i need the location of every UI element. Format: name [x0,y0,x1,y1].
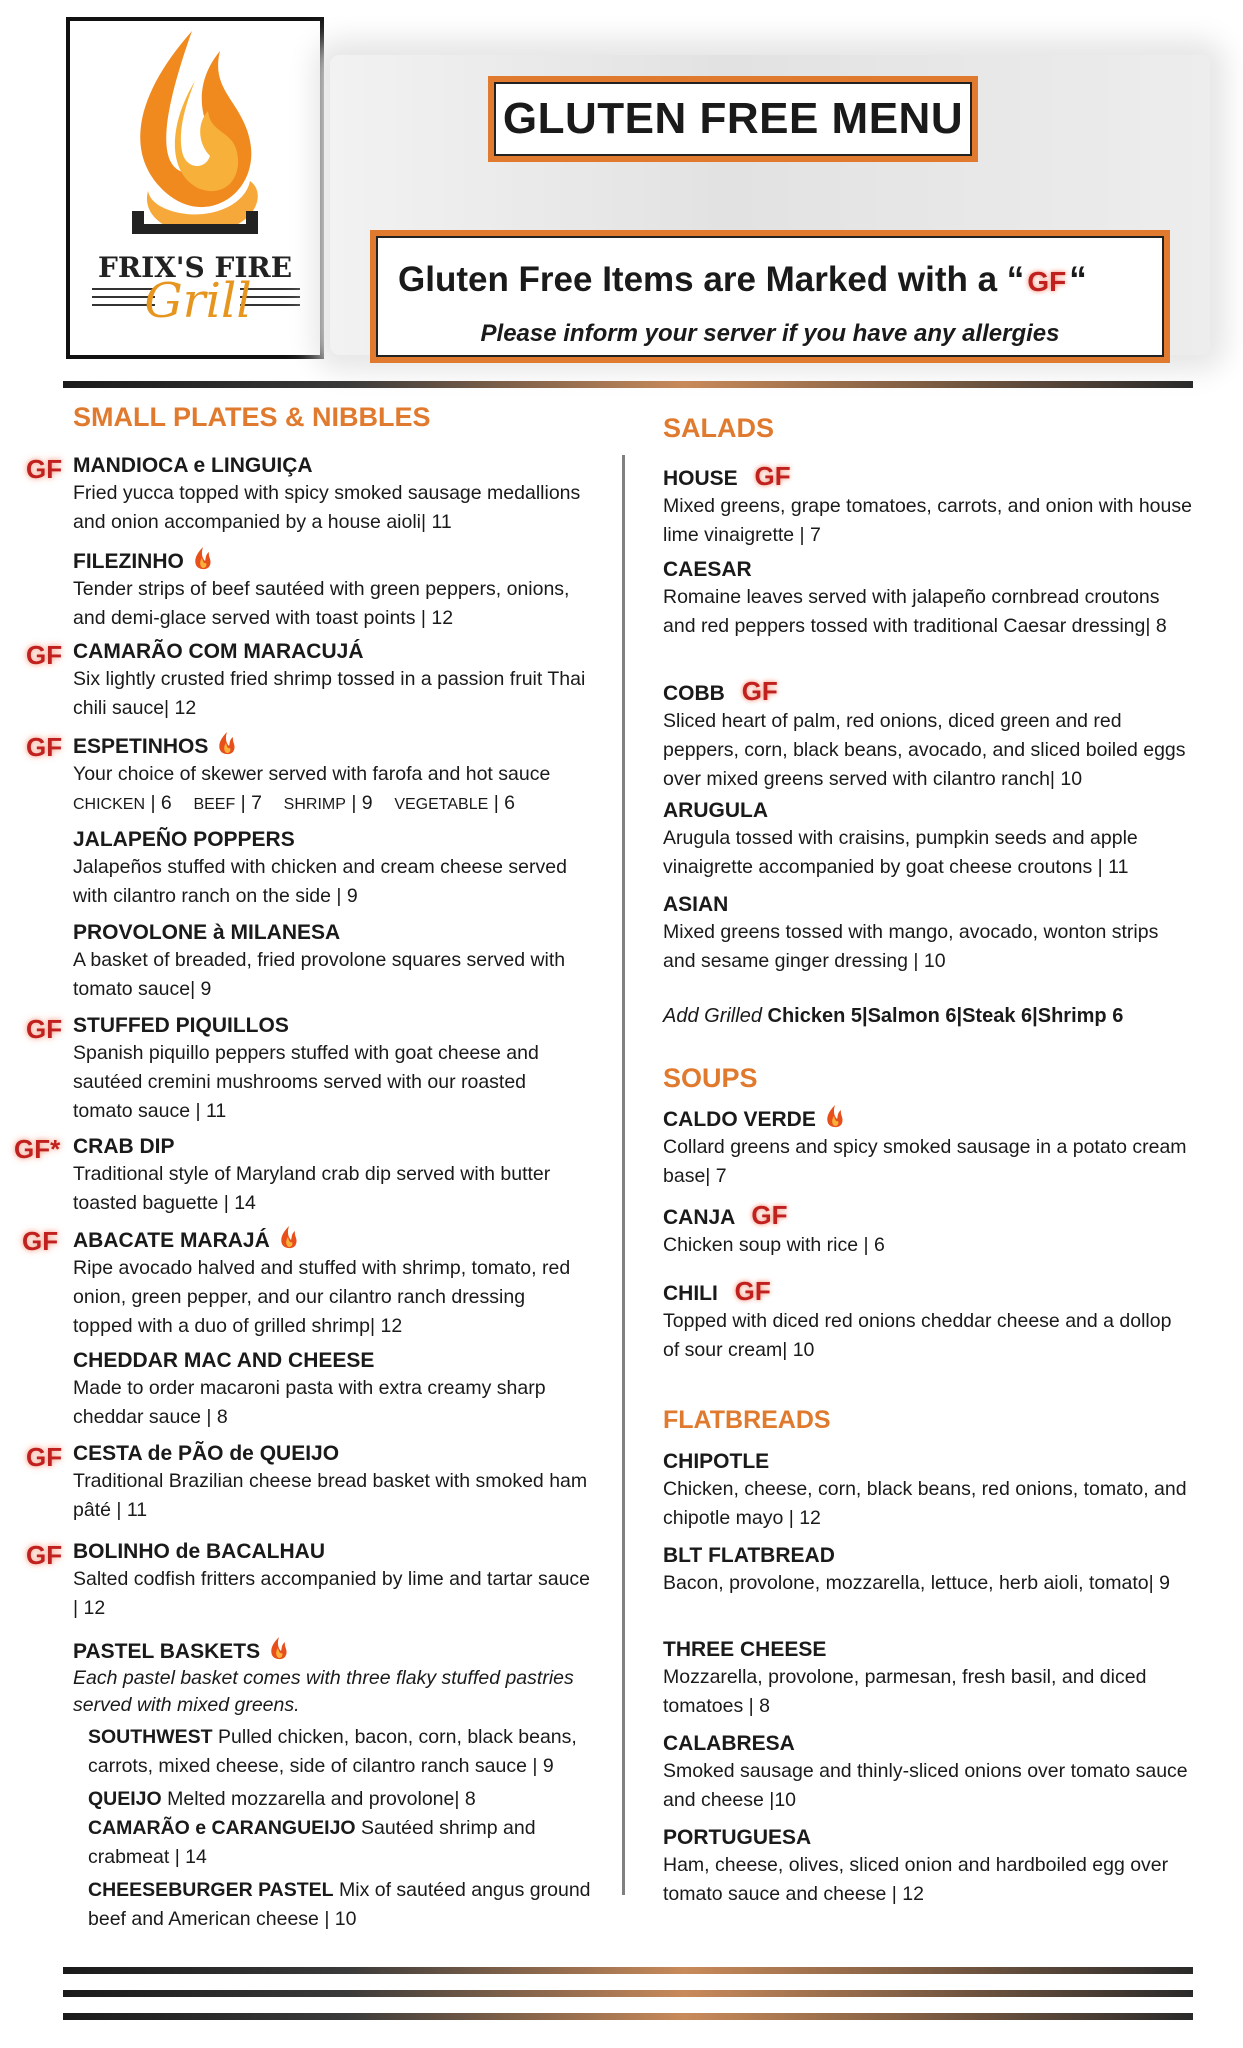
item-name: CESTA de PÃO de QUEIJO [73,1442,340,1465]
item-name: COBB [663,682,725,705]
menu-item [663,678,1193,794]
item-name: THREE CHEESE [663,1638,827,1661]
menu-item [73,827,603,911]
item-name: PORTUGUESA [663,1826,812,1849]
item-desc: Mixed greens tossed with mango, avocado, wonton strips and sesame ginger dressing | 10 [663,921,1159,972]
spicy-flame-icon [278,1225,300,1251]
item-desc: Made to order macaroni pasta with extra creamy sharp cheddar sauce | 8 [73,1377,546,1428]
menu-item [663,1104,1193,1191]
menu-item [73,920,603,1004]
menu-item [73,1539,593,1623]
item-name: FILEZINHO [73,550,184,573]
menu-item [663,798,1193,882]
item-desc: Salted codfish fritters accompanied by lime and tartar sauce | 12 [73,1568,591,1619]
gf-note-frame [370,230,1170,363]
item-name: PASTEL BASKETS [73,1640,261,1663]
item-desc: Tender strips of beef sautéed with green peppers, onions, and demi-glace served with toast points | 12 [73,578,570,629]
gf-badge: GF [26,1014,63,1044]
item-desc: Arugula tossed with craisins, pumpkin seeds and apple vinaigrette accompanied by goat cheese croutons | 11 [663,827,1138,878]
menu-item [663,463,1193,550]
item-desc: Topped with diced red onions cheddar cheese and a dollop of sour cream| 10 [663,1310,1172,1361]
item-desc: Collard greens and spicy smoked sausage in a potato cream base| 7 [663,1136,1187,1187]
item-name: MANDIOCA e LINGUIÇA [73,454,313,477]
item-desc: Six lightly crusted fried shrimp tossed in a passion fruit Thai chili sauce| 12 [73,668,586,719]
title-frame [488,76,978,162]
item-name: CALABRESA [663,1732,795,1755]
item-name: CAESAR [663,558,752,581]
gf-badge: GF [751,1200,788,1230]
item-name: ABACATE MARAJÁ [73,1229,270,1252]
item-desc: A basket of breaded, fried provolone squares served with tomato sauce| 9 [73,949,566,1000]
item-desc: Your choice of skewer served with farofa and hot sauce [73,763,551,785]
menu-item [73,1348,593,1432]
gf-note-heading: Gluten Free Items are Marked with a “ GF“ [398,260,1087,299]
gf-badge: GF [26,640,63,670]
item-name: PROVOLONE à MILANESA [73,921,341,944]
item-name: CANJA [663,1206,735,1229]
gf-badge: GF [26,1540,63,1570]
item-name: BOLINHO de BACALHAU [73,1540,325,1563]
menu-item [663,1449,1193,1533]
menu-item [663,557,1193,641]
item-desc: Romaine leaves served with jalapeño cornbread croutons and red peppers tossed with traditional Caesar dressing| 8 [663,586,1167,637]
menu-item [73,1225,588,1341]
menu-item [663,1202,1193,1260]
gf-marker-sample: GF [1027,266,1067,297]
pastel-item: CHEESEBURGER PASTEL Mix of sautéed angus ground beef and American cheese | 10 [88,1879,591,1930]
item-desc: Mixed greens, grape tomatoes, carrots, and onion with house lime vinaigrette | 7 [663,495,1192,546]
item-desc: Smoked sausage and thinly-sliced onions over tomato sauce and cheese |10 [663,1760,1188,1811]
item-name: HOUSE [663,467,738,490]
item-name: CHILI [663,1282,718,1305]
item-desc: Each pastel basket comes with three flaky stuffed pastries served with mixed greens. [73,1667,574,1716]
gf-badge: GF [26,1442,63,1472]
item-desc: Chicken, cheese, corn, black beans, red onions, tomato, and chipotle mayo | 12 [663,1478,1187,1529]
item-desc: Sliced heart of palm, red onions, diced green and red peppers, corn, black beans, avocado, and sliced boiled eggs over mixed greens served with cilantro ranch| 10 [663,710,1186,790]
menu-item [663,1278,1193,1365]
menu-item [663,1731,1193,1815]
menu-item [663,1637,1193,1721]
item-name: BLT FLATBREAD [663,1544,835,1567]
menu-item [73,1013,583,1126]
item-name: CALDO VERDE [663,1108,816,1131]
gf-badge: GF [754,461,791,491]
item-desc: Traditional Brazilian cheese bread basket with smoked ham pâté | 11 [73,1470,588,1521]
item-desc: Bacon, provolone, mozzarella, lettuce, herb aioli, tomato| 9 [663,1572,1170,1594]
menu-item [73,546,603,633]
small-plates-title: SMALL PLATES & NIBBLES [73,402,431,432]
item-name: ASIAN [663,893,729,916]
item-name: ARUGULA [663,799,768,822]
soups-title: SOUPS [663,1063,758,1093]
bottom-divider [63,2013,1193,2020]
menu-item [73,731,613,819]
logo [66,17,324,359]
page-title: GLUTEN FREE MENU [494,82,972,156]
pastel-item: QUEIJO Melted mozzarella and provolone| 8 [88,1788,476,1810]
pastel-item: SOUTHWEST Pulled chicken, bacon, corn, black beans, carrots, mixed cheese, side of cilantro ranch sauce | 9 [88,1726,577,1777]
spicy-flame-icon [824,1104,846,1130]
salad-addon: Add Grilled Chicken 5|Salmon 6|Steak 6|Shrimp 6 [663,1005,1124,1027]
bottom-divider [63,1990,1193,1997]
menu-item [73,1134,583,1218]
gf-badge: GF [741,676,778,706]
gf-badge: GF [734,1276,771,1306]
menu-item [73,1441,593,1525]
logo-brand-top: FRIX'S FIRE [97,251,293,284]
item-name: STUFFED PIQUILLOS [73,1014,289,1037]
flatbreads-title: FLATBREADS [663,1406,831,1434]
menu-item [663,1543,1173,1598]
item-desc: Ripe avocado halved and stuffed with shrimp, tomato, red onion, green pepper, and our cilantro ranch dressing topped with a duo of grilled shrimp| 12 [73,1257,571,1337]
gf-badge: GF [22,1226,59,1256]
item-name: CRAB DIP [73,1135,175,1158]
item-desc: Jalapeños stuffed with chicken and cream cheese served with cilantro ranch on the side | 9 [73,856,567,907]
item-desc: Chicken soup with rice | 6 [663,1234,885,1256]
item-name: CHIPOTLE [663,1450,770,1473]
flame-logo-icon [70,21,320,355]
item-name: JALAPEÑO POPPERS [73,828,295,851]
allergy-notice: Please inform your server if you have any allergies [480,320,1060,347]
gf-badge: GF* [14,1134,61,1164]
gf-note [376,236,1164,357]
column-divider [622,455,625,1895]
item-desc: Ham, cheese, olives, sliced onion and hardboiled egg over tomato sauce and cheese | 12 [663,1854,1169,1905]
item-desc: Mozzarella, provolone, parmesan, fresh basil, and diced tomatoes | 8 [663,1666,1147,1717]
menu-item [73,453,603,537]
menu-item [663,892,1193,976]
item-name: CHEDDAR MAC AND CHEESE [73,1349,375,1372]
menu-item [663,1825,1193,1909]
bottom-divider [63,1967,1193,1974]
top-divider [63,381,1193,388]
item-name: ESPETINHOS [73,735,209,758]
pastel-item: CAMARÃO e CARANGUEIJO Sautéed shrimp and crabmeat | 14 [88,1817,536,1868]
menu-item [73,1636,593,1934]
spicy-flame-icon [268,1636,290,1662]
item-desc: Traditional style of Maryland crab dip served with butter toasted baguette | 14 [73,1163,551,1214]
spicy-flame-icon [216,731,238,757]
gf-badge: GF [26,732,63,762]
gf-badge: GF [26,454,63,484]
item-name: CAMARÃO COM MARACUJÁ [73,640,364,663]
menu-item [73,639,603,723]
item-desc: Fried yucca topped with spicy smoked sausage medallions and onion accompanied by a house aioli| 11 [73,482,581,533]
salads-title: SALADS [663,413,775,443]
spicy-flame-icon [192,546,214,572]
logo-brand-script: Grill [144,273,252,329]
skewer-prices: CHICKEN | 6 BEEF | 7 SHRIMP | 9 VEGETABLE | 6 [73,792,516,814]
item-desc: Spanish piquillo peppers stuffed with goat cheese and sautéed cremini mushrooms served with our roasted tomato sauce | 11 [73,1042,539,1122]
